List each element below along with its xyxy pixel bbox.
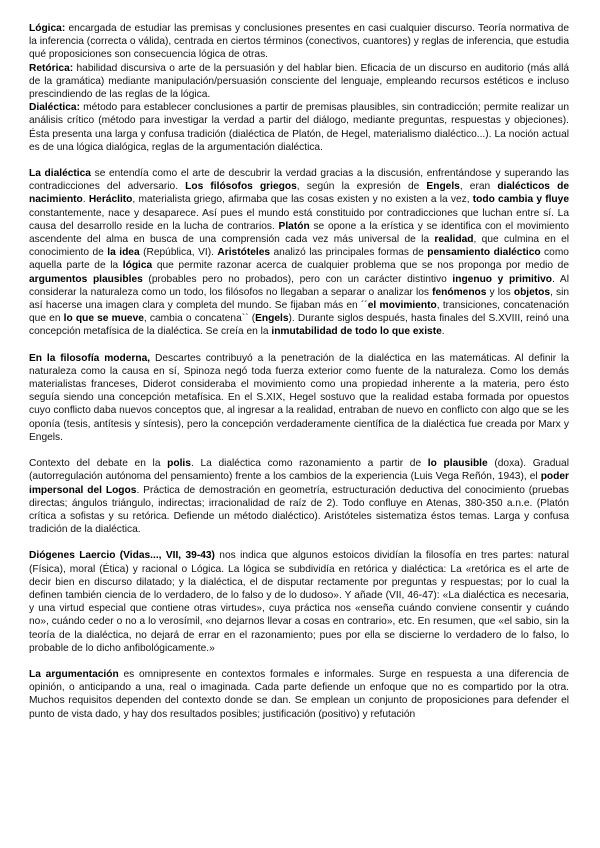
paragraph-la-dialectica	[29, 167, 569, 339]
bold-term: Platón	[278, 220, 310, 232]
bold-term: polis	[167, 458, 191, 470]
text-run: , materialista griego, afirmaba que las cosas existen y no existen a la vez,	[132, 194, 473, 206]
bold-term: Engels	[426, 181, 460, 193]
text-run: se entendía como el arte de descubrir la verdad gracias a la discusión, enfrentándose y superando las contradicciones del adversario.	[29, 168, 569, 193]
text-run: . Al considerar la naturaleza como un todo, los filósofos no llegaban a separar o analizar los	[29, 273, 569, 298]
text-run: .	[441, 326, 445, 338]
text-run: Descartes contribuyó a la penetración de la dialéctica en las matemáticas. Al definir la naturaleza como la causa en sí, Spinoza negó toda fuerza exterior como fuente de la naturaleza. Como los demás materialistas franceses, Diderot consideraba el movimiento como una propiedad inherente a la materia, pero ésto seguía siendo una concepción metafísica. En el S.XIX, Hegel sostuvo que la realidad estaba formada por opuestos cuyo conflicto daba nuevos conceptos que, al ingresar a la realidad, entraban de nuevo en conflicto con algo que se les oponía (tesis, antítesis y síntesis), pero la concepción verdaderamente científica de la dialéctica fue creada por Marx y Engels.	[29, 352, 569, 443]
text-run: y los	[486, 286, 514, 298]
bold-term: poder impersonal del Logos	[29, 471, 569, 496]
paragraph-contexto-polis	[29, 457, 569, 536]
bold-term: Diógenes Laercio (Vidas..., VII, 39-43)	[29, 550, 215, 562]
bold-term: En la filosofía moderna,	[29, 352, 151, 364]
text-run: ). Durante siglos después, hasta finales del S.XVIII, reinó una concepción metafísica de la dialéctica. Se creía en la	[29, 313, 569, 338]
paragraph-dialectica-definicion	[29, 101, 569, 154]
text-run: (República, VI).	[139, 247, 218, 259]
bold-term: Dialéctica:	[29, 102, 80, 114]
bold-term: la idea	[107, 247, 140, 259]
paragraph-la-argumentacion	[29, 668, 569, 721]
bold-term: Aristóteles	[217, 247, 271, 259]
text-run: nos indica que algunos estoicos dividían la filosofía en tres partes: natural (Física), moral (Ética) y racional o Lógica. La lógica se subdividía en retórica y dialéctica: La «retórica es el arte de decir bien en discurso dilatado; y la dialéctica, el de disputar rectamente por preguntas y respuestas; por lo cual la definen también ciencia de lo verdadero, de lo falso y de lo dudoso». Y añade (VII, 46-47): «La dialéctica es necesaria, y una virtud especial que contiene otras virtudes», cuya práctica nos «enseña cuándo conviene consentir y cuándo no», cuándo ceder o no a lo verosímil, «no dejarnos llevar a cosas en contrario», etc. En resumen, que «el sabio, sin la teoría de la dialéctica, no dejará de errar en el razonamiento; pues por ella se discierne lo verdadero de lo falso, lo probable de lo dicho anfibológicamente.»	[29, 550, 569, 654]
paragraph-logica	[29, 22, 569, 62]
text-run: (probables pero no probados), pero con un carácter distintivo	[142, 273, 453, 285]
text-run: analizó las principales formas de	[270, 247, 428, 259]
bold-term: La dialéctica	[29, 168, 91, 180]
bold-term: La argumentación	[29, 668, 119, 680]
text-run: que permite razonar acerca de cualquier problema que se nos proponga por medio de	[152, 260, 569, 272]
text-run: . Práctica de demostración en geometría, estructuración deductiva del conocimiento (pruebas directas; ángulos triángulo, indirectas; irracionalidad de raíz de 2). Todo confluye en Atenas, 380-350 a.n.e. (Platón crítica a sofistas y su retórica. Defiende un método dialéctico). Aristóteles sistematiza éstos temas. Larga y confusa tradición de la dialéctica.	[29, 484, 569, 536]
text-run: , que culmina en el conocimiento de	[29, 234, 570, 259]
text-run: se opone a la erística y se identifica con el movimiento ascendente del alma en busca de una comprensión cada vez más universal de la	[29, 220, 569, 246]
text-run: método para establecer conclusiones a partir de premisas plausibles, sin contradicción; permite realizar un análisis crítico (método para investigar la verdad a partir del diálogo, mediante preguntas, respuestas y objeciones). Ésta presenta una larga y confusa tradición (dialéctica de Platón, de Hegel, materialismo dialéctico...). La noción actual es de una lógica dialógica, reglas de la argumentación dialéctica.	[29, 102, 569, 153]
text-run: Contexto del debate en la	[29, 458, 168, 470]
document-body	[29, 22, 569, 721]
bold-term: Engels	[255, 313, 289, 325]
bold-term: Heráclito	[88, 194, 133, 206]
bold-term: Retórica:	[29, 62, 74, 74]
text-run: , según la expresión de	[296, 181, 427, 193]
paragraph-filosofia-moderna	[29, 352, 569, 444]
bold-term: fenómenos	[432, 286, 487, 298]
bold-term: Los filósofos griegos	[185, 181, 297, 193]
bold-term: realidad	[434, 234, 474, 246]
text-run: como aquella parte de la	[29, 247, 569, 272]
paragraph-retorica	[29, 62, 569, 102]
bold-term: Lógica:	[29, 23, 66, 34]
bold-term: ingenuo y primitivo	[452, 273, 552, 285]
bold-term: objetos	[513, 286, 551, 298]
text-run: , sin así hacerse una imagen clara y completa del mundo. Se fijaban más en ´´	[29, 286, 570, 312]
bold-term: inmutabilidad de todo lo que existe	[271, 326, 442, 338]
text-run: habilidad discursiva o arte de la persuasión y del hablar bien. Eficacia de un discurso en auditorio (más allá de la gramática) mediante manipulación/persuasión consciente del lenguaje, empleando recursos estéticos e incluso prescindiendo de las reglas de la lógica.	[29, 62, 569, 101]
bold-term: el movimiento	[367, 300, 437, 312]
text-run: , cambia o concatena`` (	[143, 313, 256, 325]
bold-term: argumentos plausibles	[29, 273, 143, 285]
text-run: (doxa). Gradual (autorregulación autónoma del pensamiento) frente a los cambios de la experiencia (Luis Vega Reñón, 1943), el	[29, 458, 569, 483]
paragraph-diogenes-laercio	[29, 549, 569, 655]
bold-term: lo plausible	[427, 458, 488, 470]
text-run: , eran	[459, 181, 498, 193]
bold-term: lo que se mueve	[63, 313, 144, 325]
bold-term: lógica	[122, 260, 153, 272]
bold-term: todo cambia y fluye	[472, 194, 569, 206]
text-run: es omnipresente en contextos formales e informales. Surge en respuesta a una diferencia de opinión, o anticipando a una, real o imaginada. Cada parte defiende un enfoque que no es compartido por la otra. Muchos requisitos dependen del contexto donde se dan. Se emplean un conjunto de proposiciones para defender el punto de vista dado, y hay dos resultados posibles; justificación (positivo) y refutación	[29, 668, 569, 720]
text-run: .	[82, 194, 89, 206]
text-run: encargada de estudiar las premisas y conclusiones presentes en casi cualquier discurso. Teoría normativa de la inferencia (correcta o válida), centrada en ciertos términos (conectivos, cuantores) y reglas de inferencia, que estudia qué proposiciones son consecuencia lógica de otras.	[29, 23, 569, 61]
bold-term: pensamiento dialéctico	[427, 247, 541, 259]
text-run: . La dialéctica como razonamiento a partir de	[190, 458, 428, 470]
text-run: constantemente, nace y desaparece. Así pues el mundo está constituido por contradicciones que luchan entre sí. La causa del desarrollo reside en la lucha de contrarios.	[29, 207, 569, 232]
text-run: , transiciones, concatenación que en	[29, 300, 569, 325]
bold-term: dialécticos de nacimiento	[29, 181, 569, 206]
